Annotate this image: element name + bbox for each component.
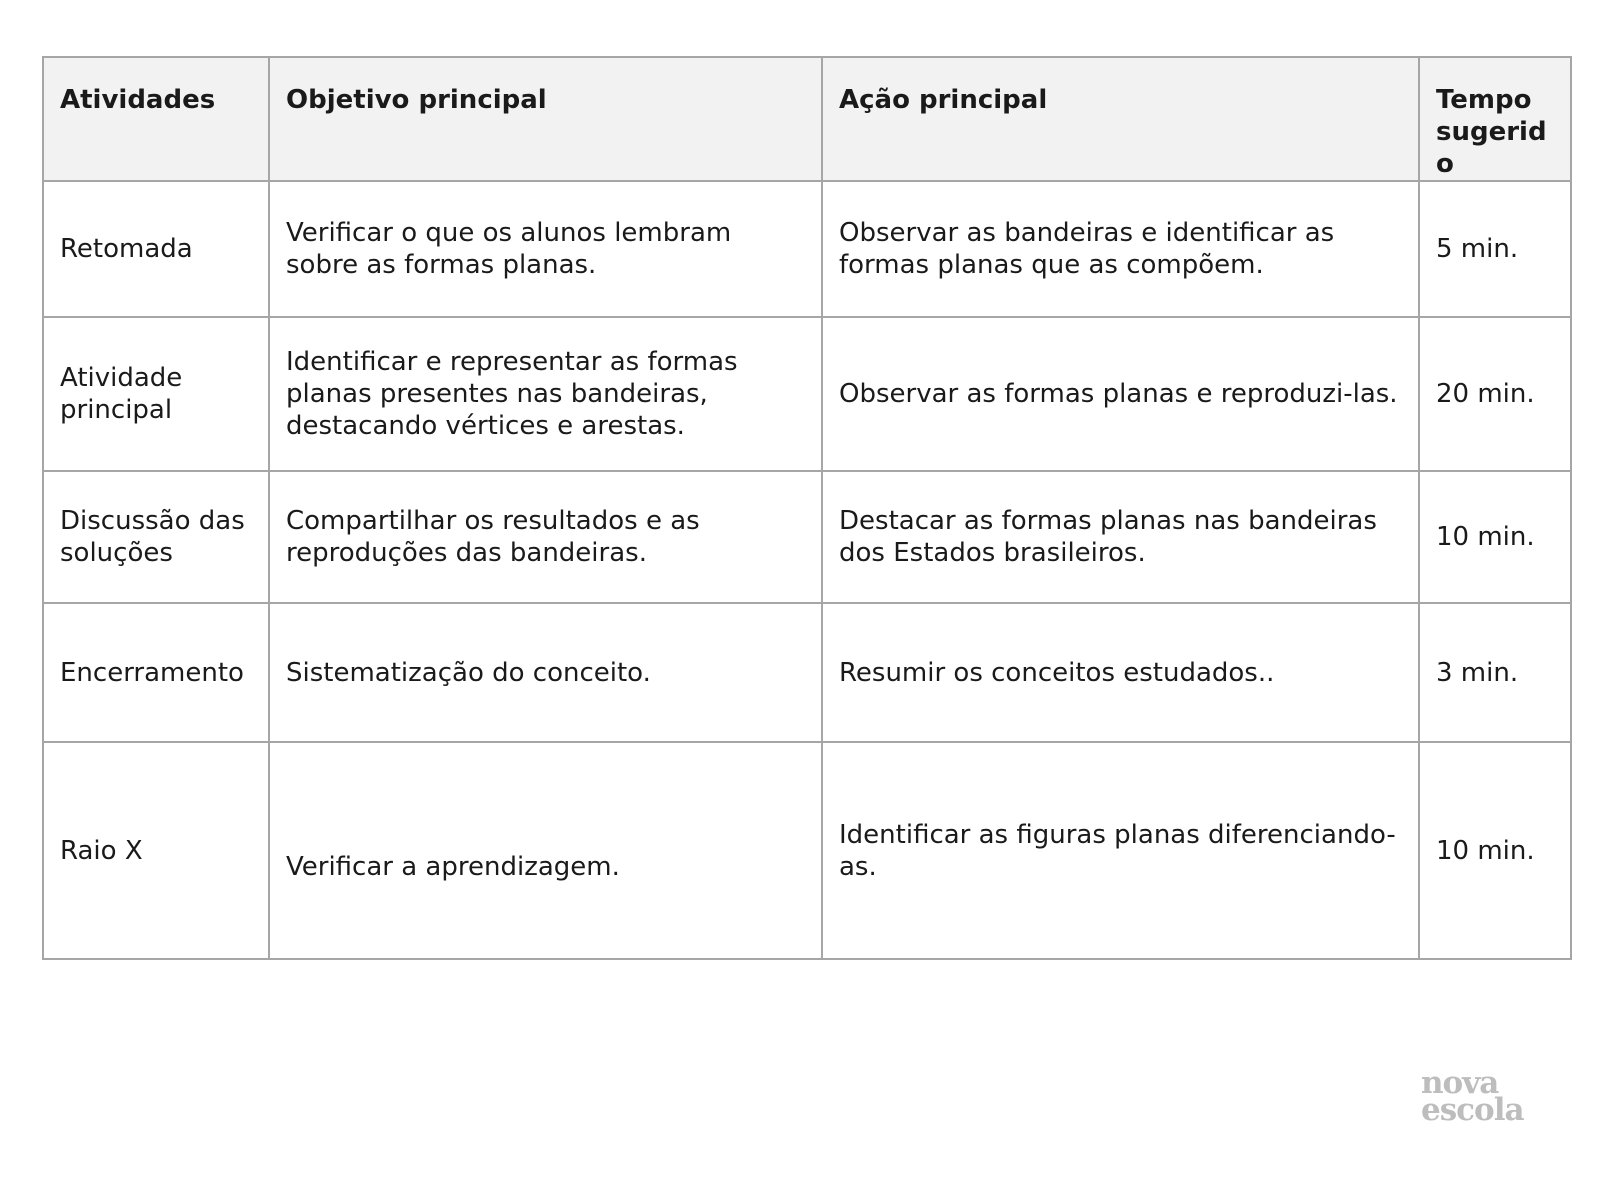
cell-objetivo: Identificar e representar as formas planas presentes nas bandeiras, destacando vértices e arestas. [269, 317, 822, 471]
cell-atividade: Raio X [43, 742, 269, 959]
table-row [43, 603, 1571, 742]
cell-tempo: 10 min. [1419, 471, 1571, 603]
cell-tempo: 20 min. [1419, 317, 1571, 471]
cell-objetivo: Sistematização do conceito. [269, 603, 822, 742]
cell-tempo: 3 min. [1419, 603, 1571, 742]
cell-objetivo: Compartilhar os resultados e as reproduções das bandeiras. [269, 471, 822, 603]
table-row [43, 317, 1571, 471]
cell-atividade: Encerramento [43, 603, 269, 742]
table-row [43, 471, 1571, 603]
cell-objetivo [269, 742, 822, 959]
cell-atividade: Discussão das soluções [43, 471, 269, 603]
cell-tempo: 5 min. [1419, 181, 1571, 317]
cell-atividade: Retomada [43, 181, 269, 317]
cell-objetivo: Verificar o que os alunos lembram sobre as formas planas. [269, 181, 822, 317]
cell-acao: Observar as bandeiras e identificar as formas planas que as compõem. [822, 181, 1419, 317]
logo-line-nova: nova [1421, 1065, 1499, 1101]
nova-escola-logo [1421, 1065, 1541, 1128]
header-acao-principal: Ação principal [822, 57, 1419, 181]
cell-acao: Destacar as formas planas nas bandeiras dos Estados brasileiros. [822, 471, 1419, 603]
cell-atividade: Atividade principal [43, 317, 269, 471]
cell-acao: Resumir os conceitos estudados.. [822, 603, 1419, 742]
cell-acao: Observar as formas planas e reproduzi-las. [822, 317, 1419, 471]
cell-objetivo-text: Verificar a aprendizagem. [286, 851, 620, 882]
header-tempo-sugerido: Tempo sugerido [1419, 57, 1571, 181]
lesson-plan-table [42, 56, 1572, 960]
logo-line-escola: escola [1421, 1092, 1524, 1128]
header-atividades: Atividades [43, 57, 269, 181]
table-row [43, 742, 1571, 959]
cell-acao: Identificar as figuras planas diferenciando-as. [822, 742, 1419, 959]
table-row [43, 181, 1571, 317]
cell-tempo: 10 min. [1419, 742, 1571, 959]
header-objetivo-principal: Objetivo principal [269, 57, 822, 181]
table-header-row [43, 57, 1571, 181]
